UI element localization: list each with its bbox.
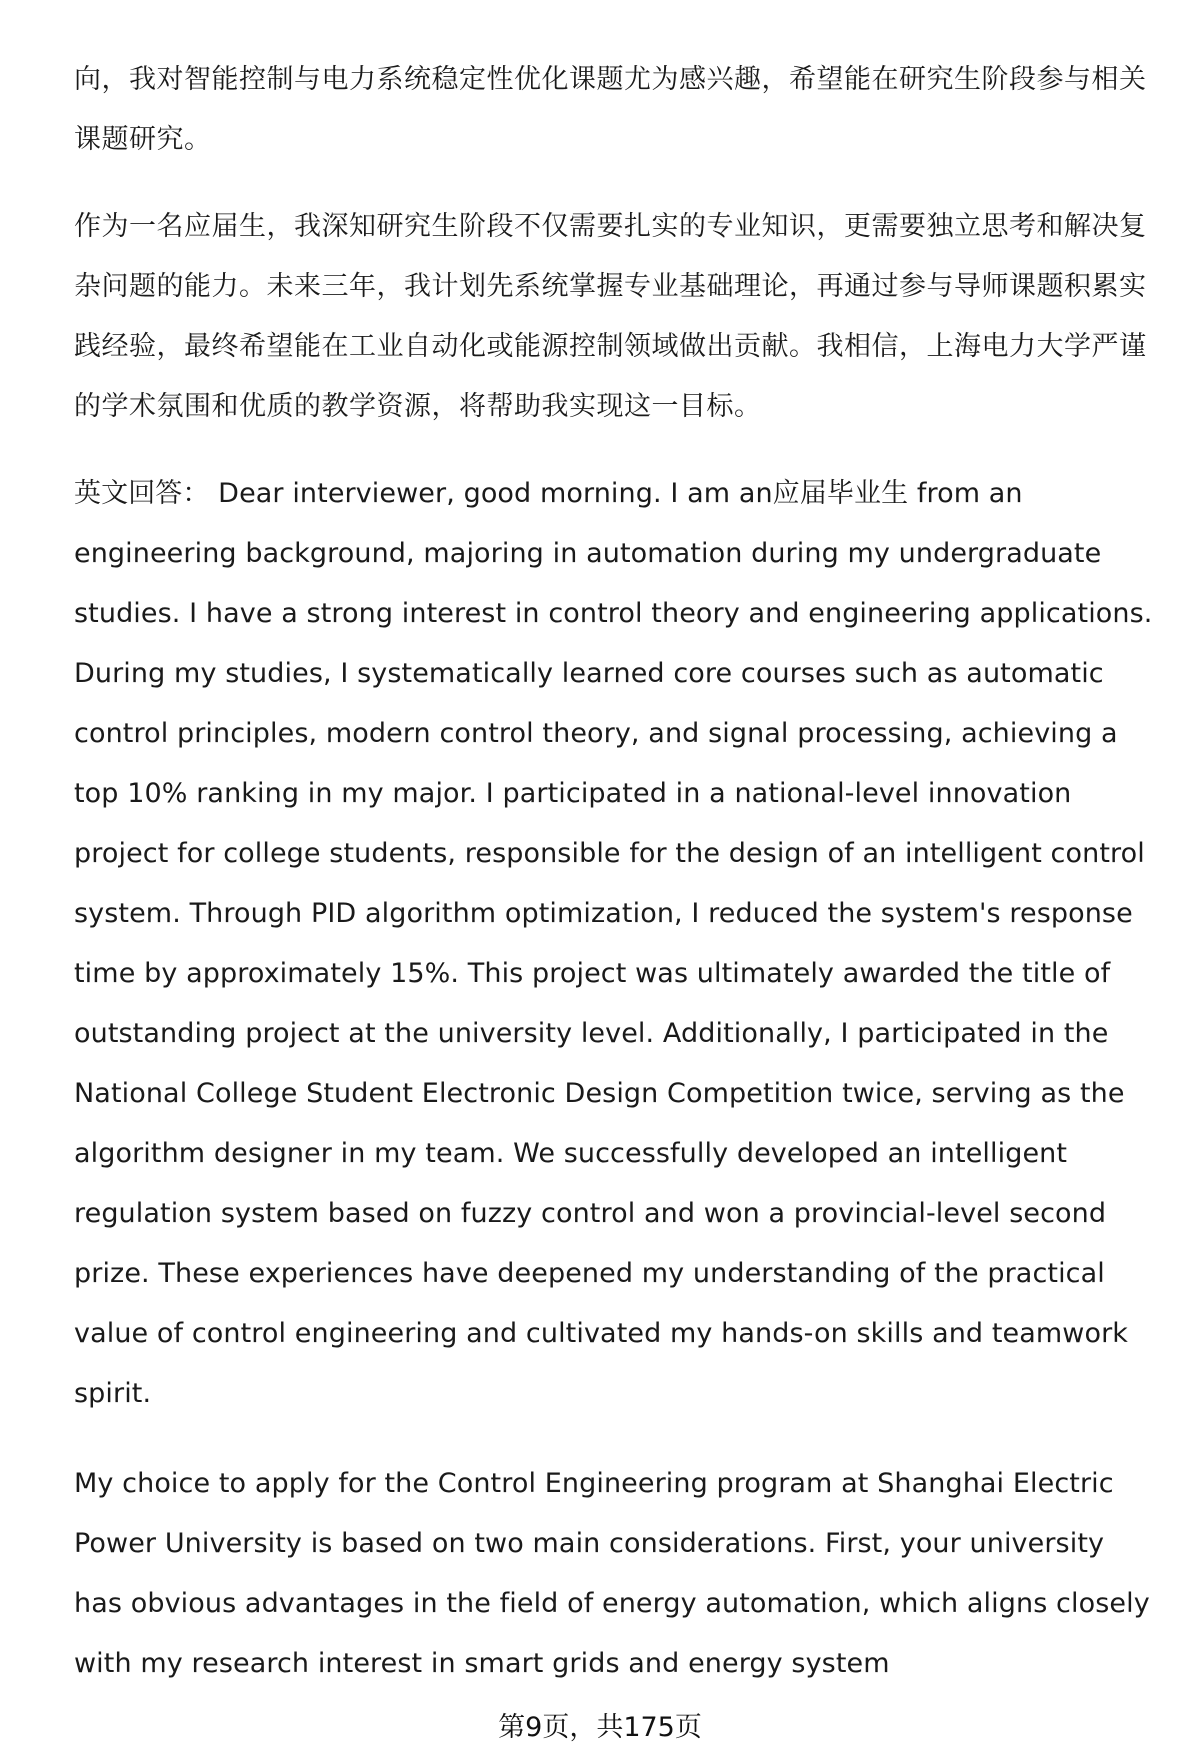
paragraph-chinese-interest: 向，我对智能控制与电力系统稳定性优化课题尤为感兴趣，希望能在研究生阶段参与相关课题研究。 xyxy=(74,64,1147,155)
paragraph-english-choice: My choice to apply for the Control Engineering program at Shanghai Electric Power University is based on two main considerations. First, your university has obvious advantages in the field of energy automation, which aligns closely with my research interest in smart grids and energy system xyxy=(74,1468,1150,1679)
document-body xyxy=(74,50,1154,1724)
paragraph-english-answer: 英文回答： Dear interviewer, good morning. I am an应届毕业生 from an engineering background, majoring in automation during my undergraduate studies. I have a strong interest in control theory and engineering applications. During my studies, I systematically learned core courses such as automatic control principles, modern control theory, and signal processing, achieving a top 10% ranking in my major. I participated in a national-level innovation project for college students, responsible for the design of an intelligent control system. Through PID algorithm optimization, I reduced the system's response time by approximately 15%. This project was ultimately awarded the title of outstanding project at the university level. Additionally, I participated in the National College Student Electronic Design Competition twice, serving as the algorithm designer in my team. We successfully developed an intelligent regulation system based on fuzzy control and won a provincial-level second prize. These experiences have deepened my understanding of the practical value of control engineering and cultivated my hands-on skills and teamwork spirit. xyxy=(74,478,1153,1409)
page-number: 第9页，共175页 xyxy=(498,1712,702,1743)
paragraph-chinese-plan: 作为一名应届生，我深知研究生阶段不仅需要扎实的专业知识，更需要独立思考和解决复杂问题的能力。未来三年，我计划先系统掌握专业基础理论，再通过参与导师课题积累实践经验，最终希望能在工业自动化或能源控制领域做出贡献。我相信，上海电力大学严谨的学术氛围和优质的教学资源，将帮助我实现这一目标。 xyxy=(74,211,1147,422)
